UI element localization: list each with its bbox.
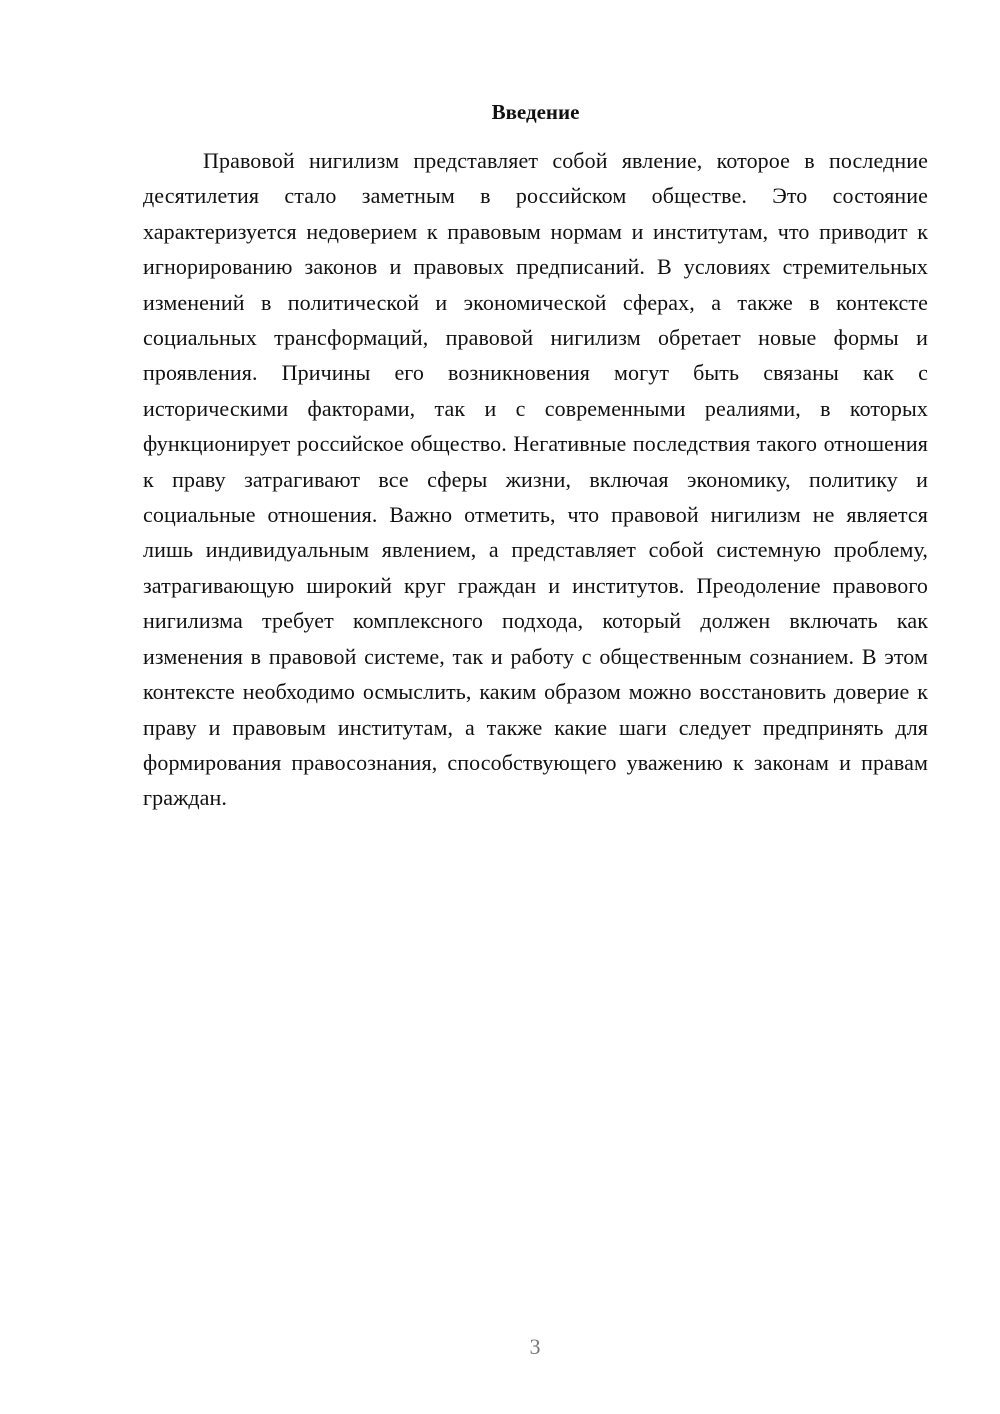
page-number: 3 xyxy=(529,1334,541,1359)
section-heading: Введение xyxy=(491,100,580,124)
body-paragraph: Правовой нигилизм представляет собой явление, которое в последние десятилетия стало заметным в российском обществе. Это состояние характеризуется недоверием к правовым нормам и институтам, что приводит к игнорированию законов и правовых предписаний. В условиях стремительных изменений в политической и экономической сферах, а также в контексте социальных трансформаций, правовой нигилизм обретает новые формы и проявления. Причины его возникновения могут быть связаны как с историческими факторами, так и с современными реалиями, в которых функционирует российское общество. Негативные последствия такого отношения к праву затрагивают все сферы жизни, включая экономику, политику и социальные отношения. Важно отметить, что правовой нигилизм не является лишь индивидуальным явлением, а представляет собой системную проблему, затрагивающую широкий круг граждан и институтов. Преодоление правового нигилизма требует комплексного подхода, который должен включать как изменения в правовой системе, так и работу с общественным сознанием. В этом контексте необходимо осмыслить, каким образом можно восстановить доверие к праву и правовым институтам, а также какие шаги следует предпринять для формирования правосознания, способствующего уважению к законам и правам граждан. xyxy=(143,148,928,811)
